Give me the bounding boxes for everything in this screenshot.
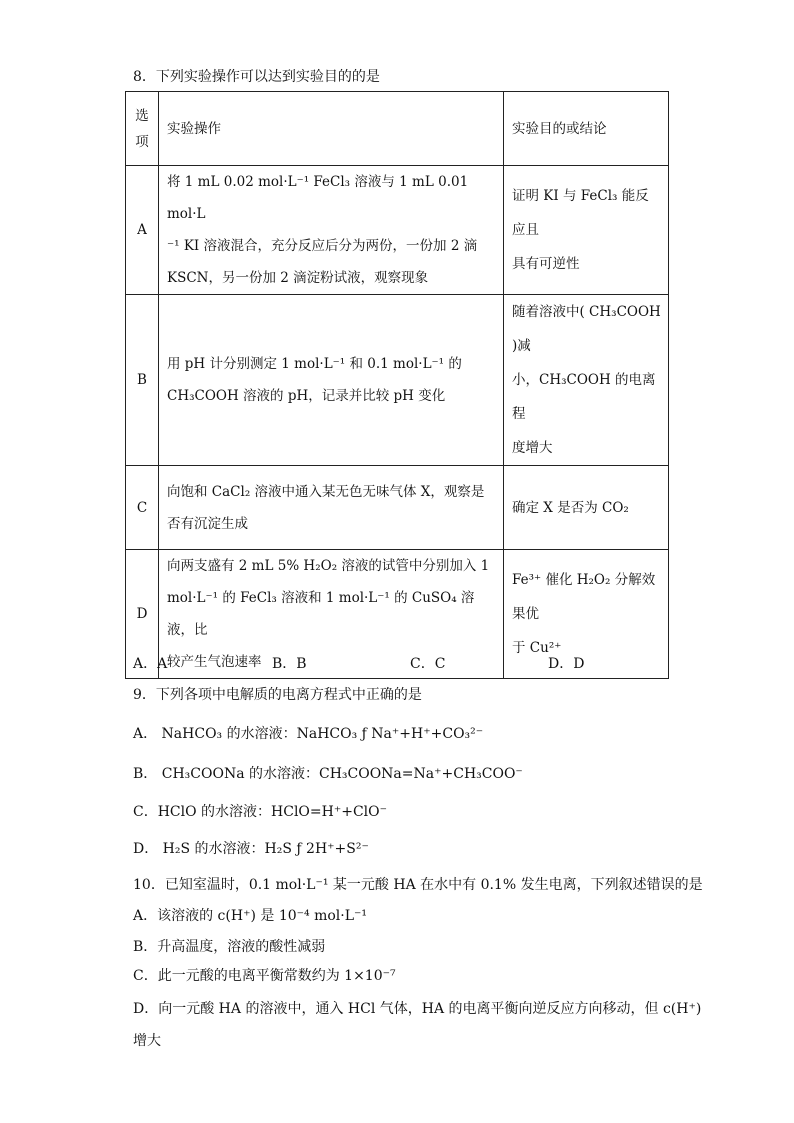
row-result-line: 证明 KI 与 FeCl₃ 能反应且 [512, 188, 649, 238]
choice-a[interactable]: A．A [133, 656, 168, 672]
row-operation-line: CH₃COOH 溶液的 pH，记录并比较 pH 变化 [167, 388, 446, 404]
row-operation-line: 将 1 mL 0.02 mol·L⁻¹ FeCl₃ 溶液与 1 mL 0.01 mol·L [167, 174, 469, 222]
header-result: 实验目的或结论 [504, 92, 669, 166]
row-result-line: 度增大 [512, 440, 553, 456]
row-result-line: 具有可逆性 [512, 256, 580, 272]
row-result [504, 550, 669, 679]
row-operation-line: mol·L⁻¹ 的 FeCl₃ 溶液和 1 mol·L⁻¹ 的 CuSO₄ 溶液，比 [167, 590, 475, 638]
q9-option-c[interactable]: C．HClO 的水溶液：HClO=H⁺+ClO⁻ [133, 804, 388, 820]
q10-option-b[interactable]: B．升高温度，溶液的酸性减弱 [133, 939, 326, 955]
table-row [126, 550, 669, 679]
q10-option-d[interactable]: D．向一元酸 HA 的溶液中，通入 HCl 气体，HA 的电离平衡向逆反应方向移动，但 c(H⁺) [133, 1001, 702, 1017]
q9-option-d[interactable]: D． H₂S 的水溶液：H₂S ƒ 2H⁺+S²⁻ [133, 841, 369, 857]
row-operation-line: 向饱和 CaCl₂ 溶液中通入某无色无味气体 X，观察是 [167, 483, 485, 500]
row-result [504, 166, 669, 295]
row-operation-line: 否有沉淀生成 [167, 515, 248, 532]
row-operation [159, 166, 504, 295]
question-9-title: 9．下列各项中电解质的电离方程式中正确的是 [133, 687, 422, 703]
row-result-line: 小，CH₃COOH 的电离程 [512, 372, 656, 422]
choice-d[interactable]: D．D [548, 656, 585, 672]
row-operation [159, 295, 504, 466]
q9-option-b[interactable]: B． CH₃COONa 的水溶液：CH₃COONa=Na⁺+CH₃COO⁻ [133, 766, 523, 782]
row-result-line: 随着溶液中( CH₃COOH )减 [512, 304, 661, 354]
q10-option-a[interactable]: A．该溶液的 c(H⁺) 是 10⁻⁴ mol·L⁻¹ [133, 908, 368, 924]
row-result-line: Fe³⁺ 催化 H₂O₂ 分解效果优 [512, 572, 656, 622]
header-option [126, 92, 159, 166]
row-operation-line: 用 pH 计分别测定 1 mol·L⁻¹ 和 0.1 mol·L⁻¹ 的 [167, 356, 462, 372]
table-row [126, 466, 669, 550]
table-row [126, 295, 669, 466]
q10-option-c[interactable]: C．此一元酸的电离平衡常数约为 1×10⁻⁷ [133, 968, 396, 984]
row-operation [159, 550, 504, 679]
row-option: A [126, 166, 159, 295]
row-result-line: 确定 X 是否为 CO₂ [512, 499, 629, 516]
choice-b[interactable]: B．B [272, 656, 307, 672]
header-operation: 实验操作 [159, 92, 504, 166]
table-header-row [126, 92, 669, 166]
question-10-title: 10．已知室温时，0.1 mol·L⁻¹ 某一元酸 HA 在水中有 0.1% 发生电离，下列叙述错误的是 [133, 877, 703, 893]
header-option-line1: 选 [135, 107, 149, 124]
q10-option-d-continued: 增大 [133, 1033, 161, 1049]
q9-option-a[interactable]: A． NaHCO₃ 的水溶液：NaHCO₃ ƒ Na⁺+H⁺+CO₃²⁻ [133, 726, 484, 742]
choice-c[interactable]: C．C [410, 656, 446, 672]
table-row [126, 166, 669, 295]
row-option: D [126, 550, 159, 679]
row-option: C [126, 466, 159, 550]
row-result-line: 于 Cu²⁺ [512, 640, 562, 656]
row-operation-line: 较产生气泡速率 [167, 654, 262, 670]
row-operation-line: 向两支盛有 2 mL 5% H₂O₂ 溶液的试管中分别加入 1 [167, 558, 490, 574]
experiment-table [125, 91, 669, 679]
header-option-line2: 项 [135, 133, 149, 150]
row-option: B [126, 295, 159, 466]
question-8-title: 8．下列实验操作可以达到实验目的的是 [133, 69, 380, 85]
row-operation [159, 466, 504, 550]
row-operation-line: KSCN，另一份加 2 滴淀粉试液，观察现象 [167, 270, 429, 286]
row-operation-line: ⁻¹ KI 溶液混合，充分反应后分为两份，一份加 2 滴 [167, 238, 478, 254]
row-result [504, 295, 669, 466]
row-result [504, 466, 669, 550]
